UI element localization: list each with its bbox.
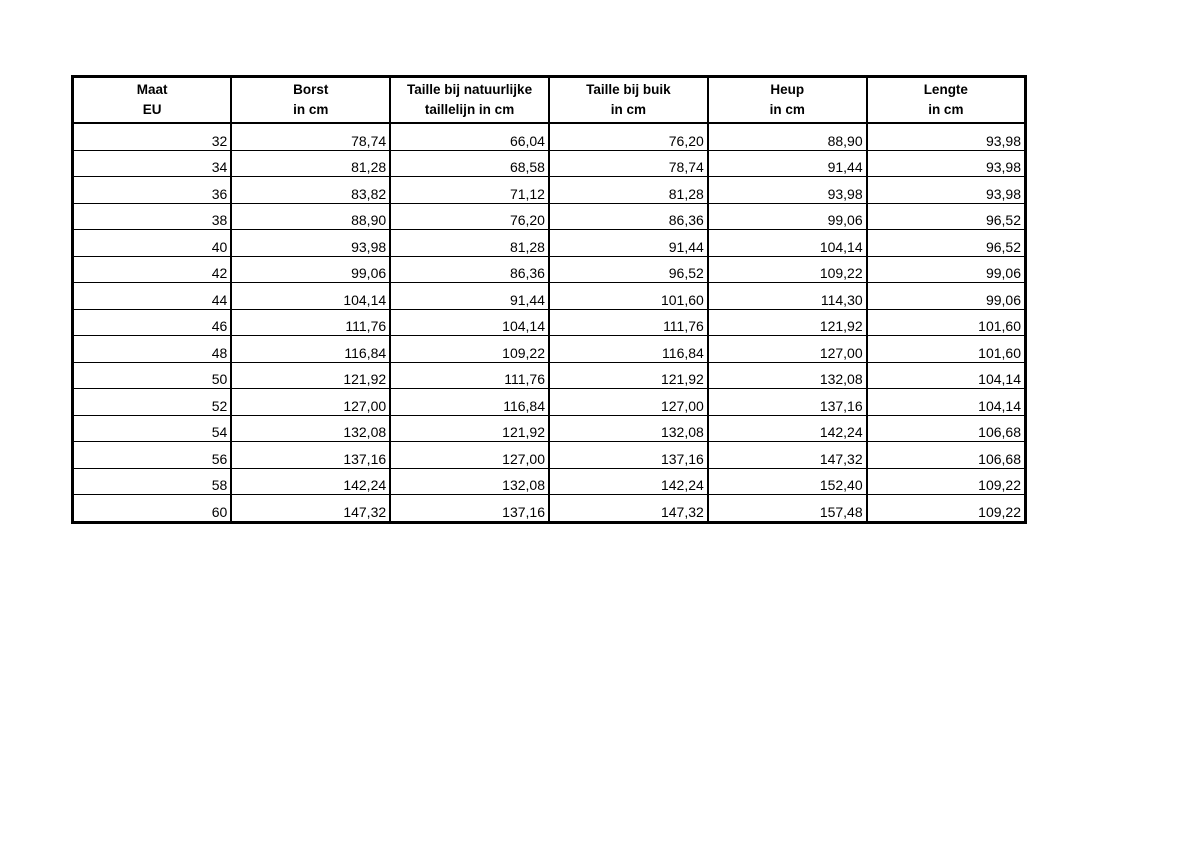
header-line: Taille bij natuurlijke (407, 82, 533, 97)
cell-lengte: 106,68 (867, 415, 1026, 442)
cell-lengte: 96,52 (867, 230, 1026, 257)
table-row (73, 468, 1026, 495)
cell-borst: 88,90 (231, 203, 390, 230)
header-line: Maat (136, 82, 168, 97)
cell-lengte: 106,68 (867, 442, 1026, 469)
table-row (73, 309, 1026, 336)
cell-taille-buik: 86,36 (549, 203, 708, 230)
header-line: taillelijn in cm (424, 102, 515, 117)
cell-taille-natuurlijk: 68,58 (390, 150, 549, 177)
cell-lengte: 93,98 (867, 123, 1026, 150)
cell-lengte: 109,22 (867, 495, 1026, 523)
cell-maat: 38 (73, 203, 232, 230)
header-taille-natuurlijk (390, 77, 549, 124)
cell-borst: 137,16 (231, 442, 390, 469)
cell-taille-natuurlijk: 76,20 (390, 203, 549, 230)
header-taille-buik (549, 77, 708, 124)
cell-heup: 114,30 (708, 283, 867, 310)
cell-taille-natuurlijk: 81,28 (390, 230, 549, 257)
cell-taille-natuurlijk: 86,36 (390, 256, 549, 283)
cell-lengte: 101,60 (867, 309, 1026, 336)
header-line: in cm (293, 102, 329, 117)
cell-taille-buik: 96,52 (549, 256, 708, 283)
cell-lengte: 104,14 (867, 362, 1026, 389)
cell-heup: 109,22 (708, 256, 867, 283)
cell-taille-natuurlijk: 137,16 (390, 495, 549, 523)
header-line: in cm (610, 102, 647, 117)
cell-taille-natuurlijk: 91,44 (390, 283, 549, 310)
cell-heup: 104,14 (708, 230, 867, 257)
cell-lengte: 99,06 (867, 256, 1026, 283)
table-row (73, 389, 1026, 416)
header-line: Borst (293, 82, 329, 97)
cell-borst: 147,32 (231, 495, 390, 523)
cell-maat: 44 (73, 283, 232, 310)
header-line: Lengte (923, 82, 968, 97)
cell-taille-buik: 121,92 (549, 362, 708, 389)
cell-lengte: 93,98 (867, 177, 1026, 204)
cell-maat: 48 (73, 336, 232, 363)
cell-borst: 78,74 (231, 123, 390, 150)
cell-taille-buik: 147,32 (549, 495, 708, 523)
table-row (73, 123, 1026, 150)
cell-heup: 152,40 (708, 468, 867, 495)
cell-heup: 127,00 (708, 336, 867, 363)
cell-borst: 142,24 (231, 468, 390, 495)
cell-maat: 32 (73, 123, 232, 150)
cell-maat: 56 (73, 442, 232, 469)
cell-maat: 36 (73, 177, 232, 204)
cell-taille-natuurlijk: 71,12 (390, 177, 549, 204)
cell-lengte: 96,52 (867, 203, 1026, 230)
cell-lengte: 93,98 (867, 150, 1026, 177)
cell-taille-buik: 91,44 (549, 230, 708, 257)
header-line: EU (142, 102, 162, 117)
cell-borst: 83,82 (231, 177, 390, 204)
cell-heup: 121,92 (708, 309, 867, 336)
table-header (73, 77, 1026, 124)
size-chart-table (71, 75, 1027, 524)
cell-borst: 104,14 (231, 283, 390, 310)
cell-maat: 46 (73, 309, 232, 336)
table-row (73, 415, 1026, 442)
cell-maat: 52 (73, 389, 232, 416)
table-row (73, 495, 1026, 523)
cell-lengte: 104,14 (867, 389, 1026, 416)
cell-maat: 54 (73, 415, 232, 442)
cell-lengte: 109,22 (867, 468, 1026, 495)
cell-taille-buik: 76,20 (549, 123, 708, 150)
cell-taille-buik: 127,00 (549, 389, 708, 416)
cell-borst: 99,06 (231, 256, 390, 283)
table-row (73, 256, 1026, 283)
cell-maat: 42 (73, 256, 232, 283)
cell-taille-buik: 78,74 (549, 150, 708, 177)
cell-heup: 132,08 (708, 362, 867, 389)
cell-borst: 111,76 (231, 309, 390, 336)
cell-taille-natuurlijk: 116,84 (390, 389, 549, 416)
table-row (73, 177, 1026, 204)
cell-taille-natuurlijk: 109,22 (390, 336, 549, 363)
table-row (73, 230, 1026, 257)
header-borst (231, 77, 390, 124)
cell-borst: 116,84 (231, 336, 390, 363)
cell-maat: 40 (73, 230, 232, 257)
cell-taille-natuurlijk: 121,92 (390, 415, 549, 442)
cell-taille-natuurlijk: 127,00 (390, 442, 549, 469)
cell-heup: 142,24 (708, 415, 867, 442)
table-row (73, 283, 1026, 310)
cell-taille-buik: 132,08 (549, 415, 708, 442)
cell-taille-natuurlijk: 111,76 (390, 362, 549, 389)
header-line: in cm (928, 102, 964, 117)
header-line: in cm (769, 102, 805, 117)
header-heup (708, 77, 867, 124)
table-row (73, 362, 1026, 389)
header-line: Heup (770, 82, 805, 97)
header-row (73, 77, 1026, 124)
cell-taille-buik: 142,24 (549, 468, 708, 495)
cell-heup: 99,06 (708, 203, 867, 230)
cell-maat: 58 (73, 468, 232, 495)
cell-borst: 93,98 (231, 230, 390, 257)
cell-taille-natuurlijk: 132,08 (390, 468, 549, 495)
cell-heup: 93,98 (708, 177, 867, 204)
cell-taille-buik: 81,28 (549, 177, 708, 204)
cell-lengte: 99,06 (867, 283, 1026, 310)
cell-borst: 132,08 (231, 415, 390, 442)
table-body (73, 123, 1026, 522)
table-row (73, 336, 1026, 363)
cell-maat: 34 (73, 150, 232, 177)
table-row (73, 150, 1026, 177)
cell-borst: 81,28 (231, 150, 390, 177)
table-row (73, 203, 1026, 230)
header-line: Taille bij buik (586, 82, 671, 97)
cell-lengte: 101,60 (867, 336, 1026, 363)
table-row (73, 442, 1026, 469)
cell-taille-buik: 116,84 (549, 336, 708, 363)
cell-taille-buik: 137,16 (549, 442, 708, 469)
cell-heup: 137,16 (708, 389, 867, 416)
cell-heup: 91,44 (708, 150, 867, 177)
cell-heup: 157,48 (708, 495, 867, 523)
cell-heup: 88,90 (708, 123, 867, 150)
header-lengte (867, 77, 1026, 124)
cell-taille-natuurlijk: 66,04 (390, 123, 549, 150)
cell-heup: 147,32 (708, 442, 867, 469)
cell-borst: 127,00 (231, 389, 390, 416)
cell-maat: 50 (73, 362, 232, 389)
cell-taille-buik: 101,60 (549, 283, 708, 310)
cell-taille-buik: 111,76 (549, 309, 708, 336)
cell-taille-natuurlijk: 104,14 (390, 309, 549, 336)
header-maat-eu (73, 77, 232, 124)
cell-maat: 60 (73, 495, 232, 523)
cell-borst: 121,92 (231, 362, 390, 389)
